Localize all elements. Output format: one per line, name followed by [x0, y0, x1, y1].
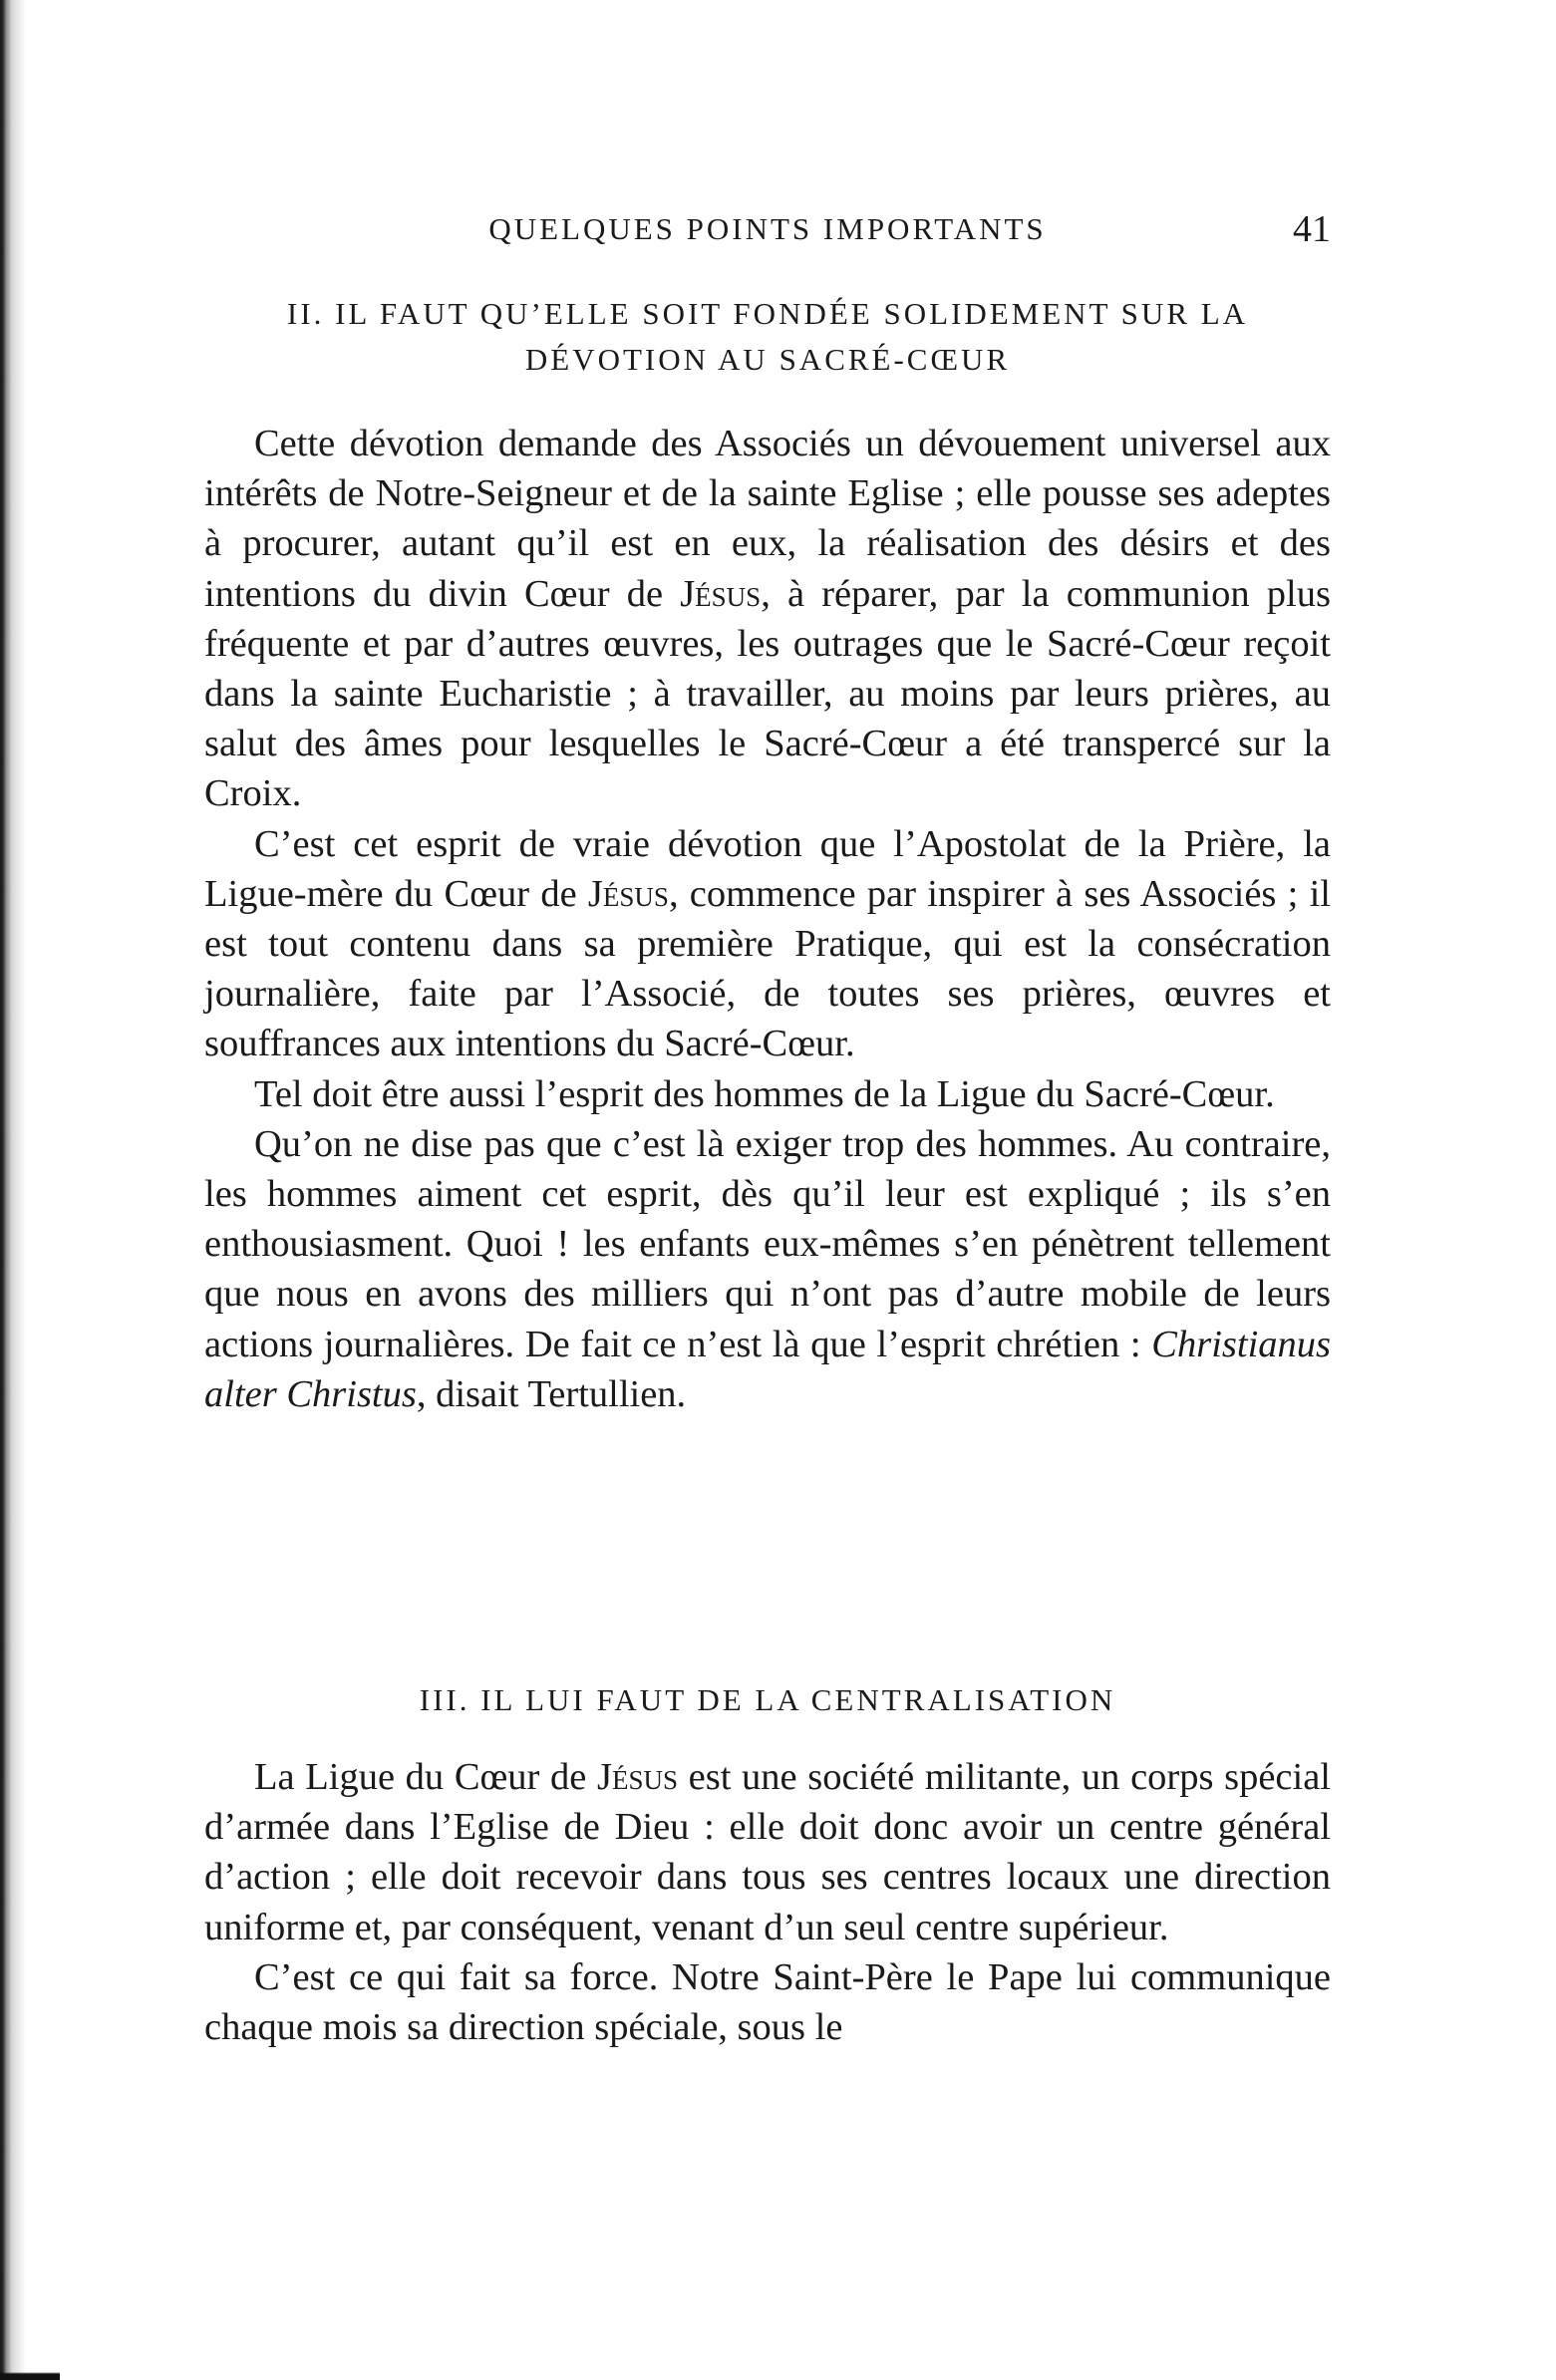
- paragraph: [204, 419, 1331, 819]
- section-heading-2-line1: II. IL FAUT QU’ELLE SOIT FONDÉE SOLIDEMENT SUR LA: [286, 296, 1249, 331]
- italic-quote: Christianus alter Christus: [204, 1323, 1331, 1415]
- text-run: C’est cet esprit de vraie dévotion que l’Apostolat de la Prière, la Ligue-mère du Cœur de: [204, 822, 1331, 915]
- text-run: , disait Tertullien.: [416, 1372, 687, 1415]
- section-3-body: [204, 1752, 1331, 2052]
- small-caps-name: Jésus: [597, 1756, 679, 1798]
- paragraph: C’est ce qui fait sa force. Notre Saint-Père le Pape lui communique chaque mois sa direction spéciale, sous le: [204, 1955, 1331, 2049]
- paragraph: Tel doit être aussi l’esprit des hommes de la Ligue du Sacré-Cœur.: [254, 1072, 1275, 1115]
- running-head: QUELQUES POINTS IMPORTANTS: [488, 211, 1047, 246]
- text-run: , commence par inspirer à ses Associés ; il est tout contenu dans sa première Pratique, qui est la consécration journalière, faite par l’Associé, de toutes ses prières, œuvres et souffrances aux intentions du Sacré-Cœur.: [204, 872, 1331, 1065]
- section-2-body: [204, 419, 1331, 1419]
- section-heading-2: [204, 291, 1331, 383]
- section-heading-3: III. IL LUI FAUT DE LA CENTRALISATION: [419, 1682, 1116, 1717]
- book-spine-shadow: [0, 0, 26, 2380]
- paragraph: [204, 1752, 1331, 1952]
- page-header: [204, 208, 1331, 261]
- section-heading-2-line2: DÉVOTION AU SACRÉ-CŒUR: [524, 342, 1011, 377]
- text-run: La Ligue du Cœur de: [254, 1756, 597, 1798]
- page-corner-shadow: [0, 2332, 60, 2380]
- paragraph: [204, 1119, 1331, 1419]
- paragraph: [204, 819, 1331, 1069]
- small-caps-name: Jésus: [680, 572, 762, 615]
- text-run: , à réparer, par la communion plus fréquente et par d’autres œuvres, les outrages que le Sacré-Cœur reçoit dans la sainte Eucharistie ; à travailler, au moins par leurs prières, au salut des âmes pour lesquelles le Sacré-Cœur a été transpercé sur la Croix.: [204, 572, 1331, 815]
- small-caps-name: Jésus: [587, 872, 669, 915]
- text-run: Cette dévotion demande des Associés un dévouement universel aux intérêts de Notre-Seigneur et de la sainte Eglise ; elle pousse ses adeptes à procurer, autant qu’il est en eux, la réalisation des désirs et des intentions du divin Cœur de: [204, 423, 1331, 615]
- page-number: 41: [1293, 208, 1331, 250]
- text-run: Qu’on ne dise pas que c’est là exiger trop des hommes. Au contraire, les hommes aiment cet esprit, dès qu’il leur est expliqué ; ils s’en enthousiasment. Quoi ! les enfants eux-mêmes s’en pénètrent tellement que nous en avons des milliers qui n’ont pas d’autre mobile de leurs actions journalières. De fait ce n’est là que l’esprit chrétien :: [204, 1122, 1331, 1365]
- text-run: est une société militante, un corps spécial d’armée dans l’Eglise de Dieu : elle doit donc avoir un centre général d’action ; elle doit recevoir dans tous ses centres locaux une direction uniforme et, par conséquent, venant d’un seul centre supérieur.: [204, 1756, 1331, 1948]
